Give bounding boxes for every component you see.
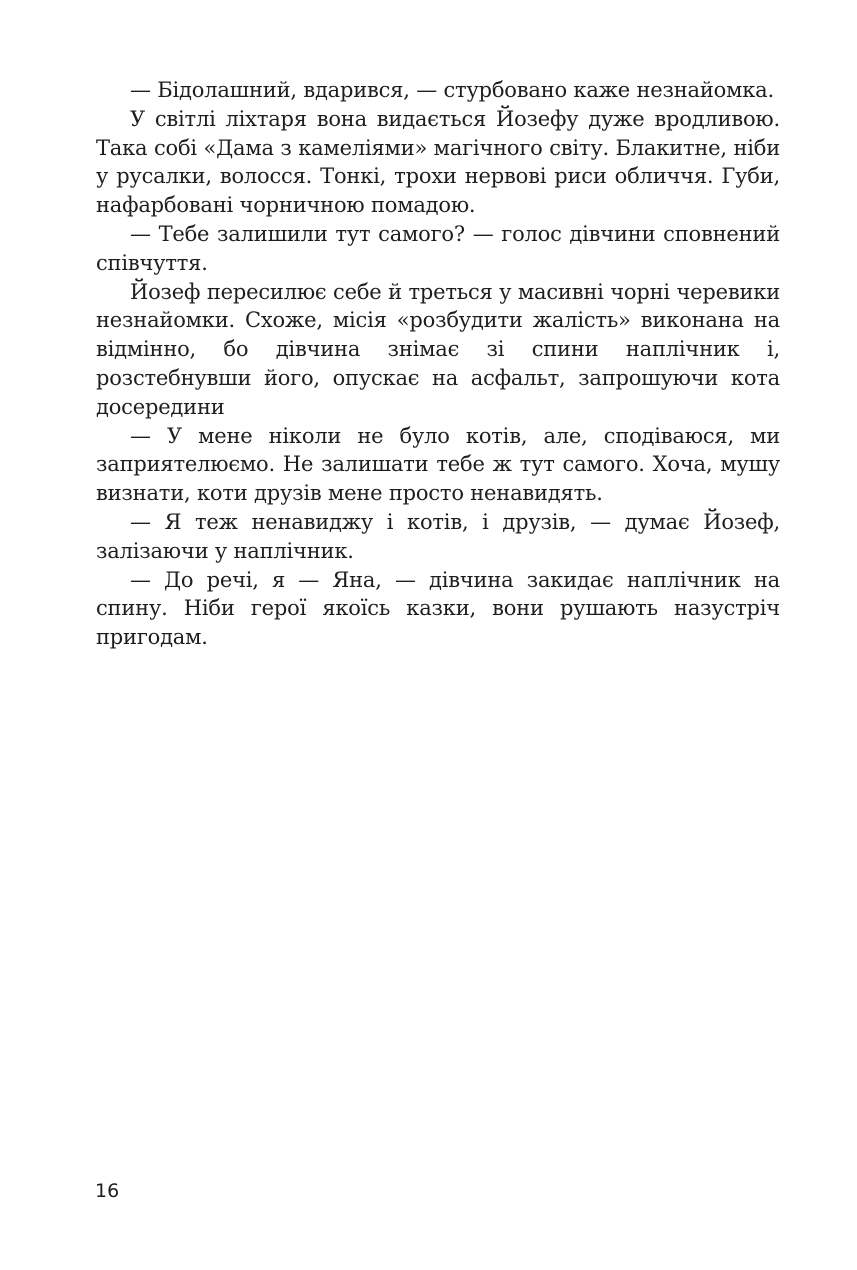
paragraph-1: — Бідолашний, вдарився, — стурбовано каже незнайомка. — [130, 78, 774, 102]
page-number: 16 — [95, 1180, 120, 1202]
paragraph-6: — Я теж ненавиджу і котів, і друзів, — думає Йозеф, залізаючи у наплічник. — [96, 509, 780, 563]
paragraph-7: — До речі, я — Яна, — дівчина закидає наплічник на спину. Ніби герої якоїсь казки, вони рушають назустріч пригодам. — [96, 567, 780, 650]
paragraph-2: У світлі ліхтаря вона видається Йозефу дуже вродливою. Така собі «Дама з камеліями» магічного світу. Блакитне, ніби у русалки, волосся. Тонкі, трохи нервові риси обличчя. Губи, нафарбовані чорничною помадою. — [96, 106, 780, 218]
paragraph-5: — У мене ніколи не було котів, але, сподіваюся, ми заприятелюємо. Не залишати тебе ж тут самого. Хоча, мушу визнати, коти друзів мене просто ненавидять. — [96, 423, 780, 506]
paragraph-3: — Тебе залишили тут самого? — голос дівчини сповнений співчуття. — [96, 221, 780, 275]
page-text — [96, 76, 780, 652]
paragraph-4: Йозеф пересилює себе й треться у масивні чорні черевики незнайомки. Схоже, місія «розбудити жалість» виконана на відмінно, бо дівчина знімає зі спини наплічник і, розстебнувши його, опускає на асфальт, запрошуючи кота досередини — [96, 279, 780, 419]
